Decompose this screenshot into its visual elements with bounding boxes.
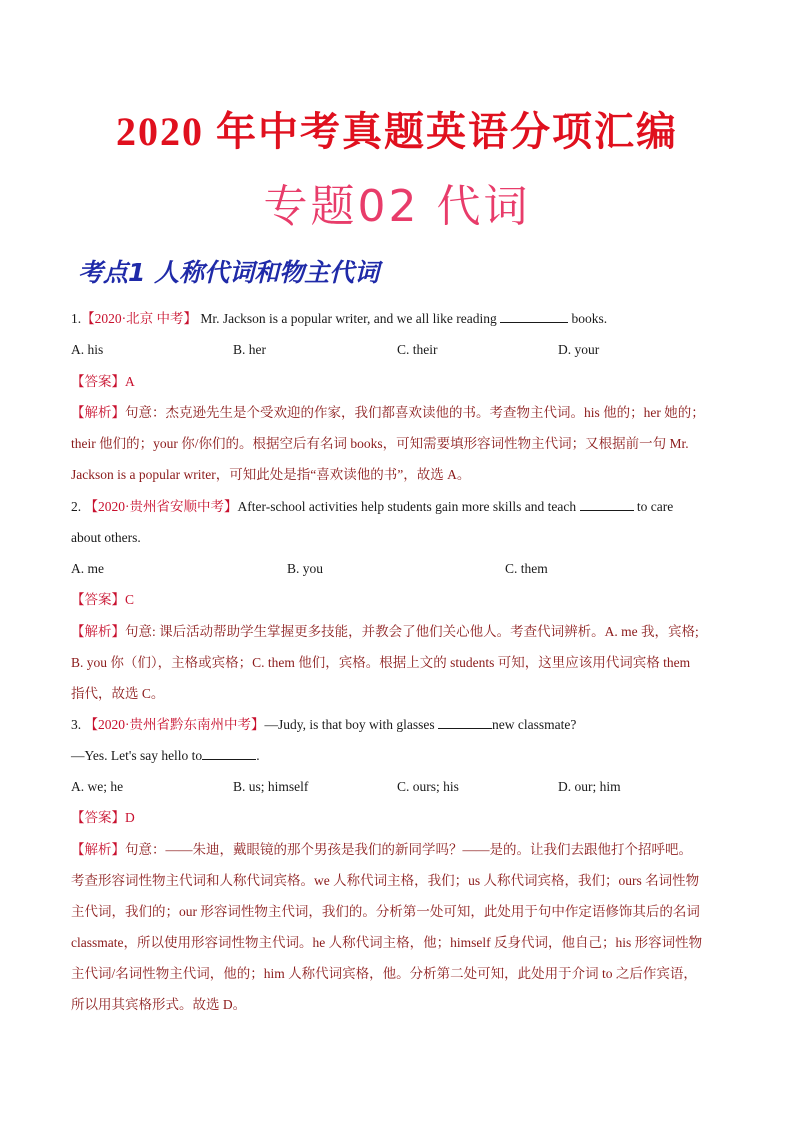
answer-value: C bbox=[125, 592, 135, 607]
question-text: Mr. Jackson is a popular writer, and we all like reading bbox=[200, 311, 497, 326]
question-text: to care bbox=[636, 499, 674, 514]
analysis-line: 主代词，我们的；our 形容词性物主代词，我们的。分析第一处可知，此处用于句中作定语修饰其后的名词 bbox=[71, 904, 700, 919]
answer-label: 【答案】 bbox=[71, 810, 125, 825]
analysis-line: B. you 你（们），主格或宾格；C. them 他们，宾格。根据上文的 students 可知，这里应该用代词宾格 them bbox=[71, 655, 691, 670]
analysis-line: 所以用其宾格形式。故选 D。 bbox=[71, 997, 247, 1012]
question-number: 3. bbox=[71, 717, 82, 732]
analysis-line: Jackson is a popular writer，可知此处是指“喜欢读他的书”，故选 A。 bbox=[71, 467, 471, 482]
question-source-tag: 【2020·贵州省安顺中考】 bbox=[84, 499, 238, 514]
question-source-tag: 【2020·贵州省黔东南州中考】 bbox=[84, 717, 265, 732]
option-c: C. their bbox=[397, 342, 438, 357]
section-heading: 考点1 人称代词和物主代词 bbox=[78, 258, 380, 287]
answer-blank bbox=[202, 747, 256, 760]
option-c: C. them bbox=[505, 561, 548, 576]
analysis-line: 考查形容词性物主代词和人称代词宾格。we 人称代词主格，我们；us 人称代词宾格，我们；ours 名词性物 bbox=[71, 873, 700, 888]
option-a: A. we; he bbox=[71, 779, 124, 794]
option-a: A. me bbox=[71, 561, 104, 576]
document-title: 2020 年中考真题英语分项汇编 bbox=[116, 109, 678, 154]
document-subtitle: 专题02 代词 bbox=[263, 181, 531, 232]
question-3-stem bbox=[71, 716, 576, 734]
option-b: B. us; himself bbox=[233, 779, 309, 794]
question-3-reply bbox=[71, 747, 260, 765]
analysis-text: 句意: 课后活动帮助学生掌握更多技能，并教会了他们关心他人。考查代词辨析。A. me 我，宾格; bbox=[125, 624, 699, 639]
question-text: books. bbox=[571, 311, 608, 326]
option-b: B. her bbox=[233, 342, 266, 357]
answer-label: 【答案】 bbox=[71, 374, 125, 389]
question-2-stem bbox=[71, 498, 673, 516]
question-text: After-school activities help students gain more skills and teach bbox=[237, 499, 577, 514]
analysis-line: 指代，故选 C。 bbox=[71, 686, 165, 701]
option-d: D. your bbox=[558, 342, 600, 357]
answer-line bbox=[71, 591, 134, 609]
question-2-stem-cont: about others. bbox=[71, 530, 141, 545]
question-text: —Yes. Let's say hello to bbox=[71, 748, 203, 763]
analysis-line: 主代词/名词性物主代词，他的；him 人称代词宾格，他。分析第二处可知，此处用于介词 to 之后作宾语， bbox=[71, 966, 697, 981]
question-source-tag: 【2020·北京 中考】 bbox=[81, 311, 197, 326]
analysis-line bbox=[71, 404, 705, 422]
analysis-label: 【解析】 bbox=[71, 842, 125, 857]
question-number: 2. bbox=[71, 499, 82, 514]
option-c: C. ours; his bbox=[397, 779, 459, 794]
answer-line bbox=[71, 809, 135, 827]
answer-blank bbox=[500, 310, 568, 323]
analysis-line: classmate，所以使用形容词性物主代词。he 人称代词主格，他；himself 反身代词，他自己；his 形容词性物 bbox=[71, 935, 703, 950]
answer-blank bbox=[438, 716, 492, 729]
option-d: D. our; him bbox=[558, 779, 621, 794]
analysis-line bbox=[71, 623, 699, 641]
option-b: B. you bbox=[287, 561, 324, 576]
analysis-line: their 他们的；your 你/你们的。根据空后有名词 books，可知需要填形容词性物主代词；又根据前一句 Mr. bbox=[71, 436, 689, 451]
question-text: —Judy, is that boy with glasses bbox=[264, 717, 435, 732]
question-1-stem bbox=[71, 310, 607, 328]
answer-blank bbox=[580, 498, 634, 511]
option-a: A. his bbox=[71, 342, 104, 357]
question-number: 1. bbox=[71, 311, 82, 326]
question-text: new classmate? bbox=[492, 717, 577, 732]
analysis-line bbox=[71, 841, 692, 859]
answer-value: A bbox=[125, 374, 135, 389]
question-text: . bbox=[256, 748, 260, 763]
analysis-text: 句意：——朱迪，戴眼镜的那个男孩是我们的新同学吗？——是的。让我们去跟他打个招呼吧。 bbox=[125, 842, 692, 857]
analysis-text: 句意：杰克逊先生是个受欢迎的作家，我们都喜欢读他的书。考查物主代词。his 他的；her 她的； bbox=[125, 405, 705, 420]
answer-line bbox=[71, 373, 135, 391]
answer-label: 【答案】 bbox=[71, 592, 125, 607]
analysis-label: 【解析】 bbox=[71, 405, 125, 420]
analysis-label: 【解析】 bbox=[71, 624, 125, 639]
answer-value: D bbox=[125, 810, 135, 825]
